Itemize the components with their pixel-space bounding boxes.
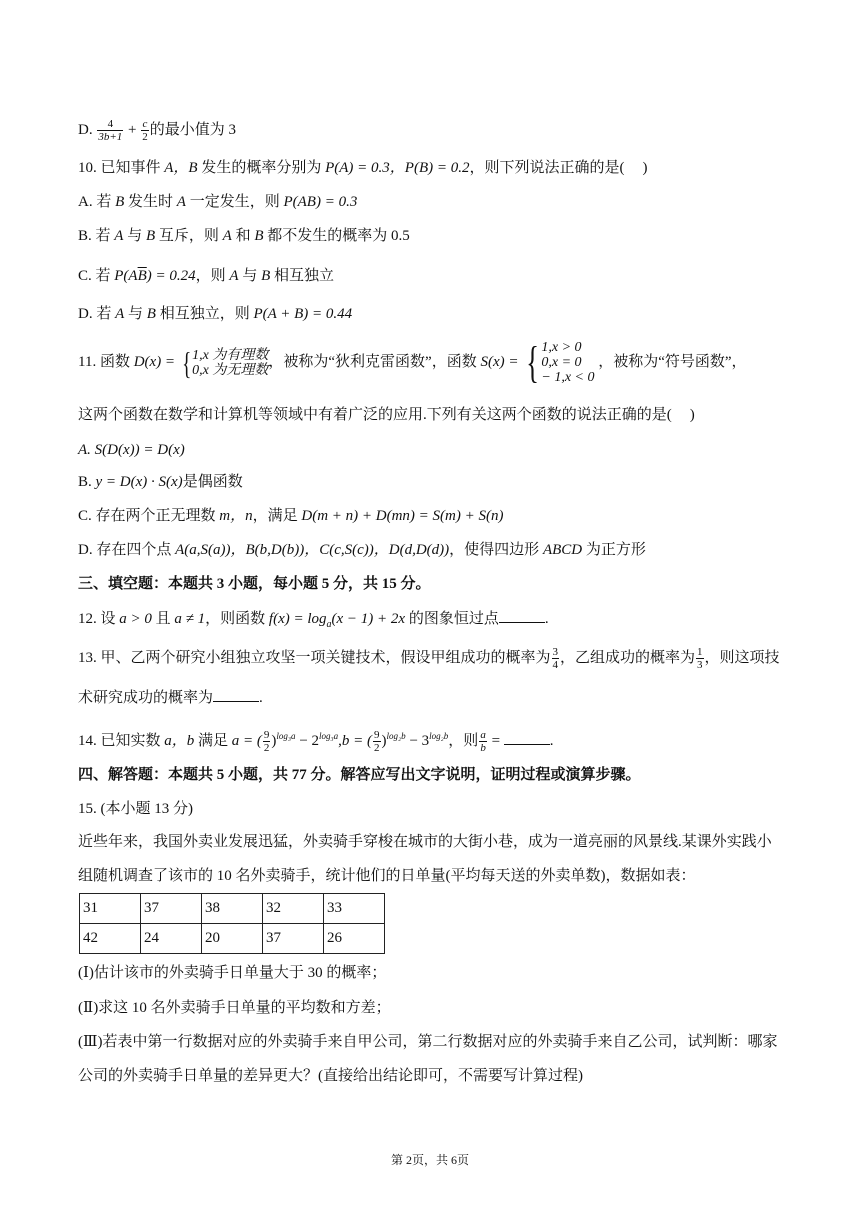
option-text: A. 若 [78,194,116,210]
numerator: 3 [552,646,559,658]
option-label: D. [78,121,93,138]
table-row [80,924,385,954]
option-text: B. 若 [78,228,115,244]
page-footer: 第 2页，共 6页 [390,1153,469,1167]
option-math: B [146,306,156,322]
option-math: B [115,194,125,210]
numerator: c [142,118,148,130]
stem-text: ，被称为“符号函数”， [598,354,747,370]
stem-text: 13. 甲、乙两个研究小组独立攻坚一项关键技术，假设甲组成功的概率为 [78,649,551,666]
option-text: 为正方形 [582,542,646,558]
question-11-option-b: B. y = D(x) · S(x)是偶函数 [78,474,243,490]
stem-math: b = ( [341,733,373,749]
option-text: D. 若 [78,306,116,322]
stem-math: D(x) = [133,354,176,370]
table-cell: 32 [263,894,324,924]
option-math: A [222,228,232,244]
stem-text: ，则函数 [205,611,269,627]
table-cell: 26 [324,924,385,954]
section-heading-fill-in: 三、填空题：本题共 3 小题，每小题 5 分，共 15 分。 [78,576,431,592]
answer-blank[interactable] [504,730,550,745]
option-math: y = D(x) · S(x) [95,474,183,490]
stem-text: ，则下列说法正确的是( [469,160,625,176]
case-line: 1,x > 0 [541,340,582,356]
option-text: ，则 [195,268,230,284]
option-text: ，满足 [252,508,302,524]
case-line: 0,x 为无理数 [192,362,269,378]
option-text: 的最小值为 3 [149,121,237,138]
question-15-part-iii-line1: (Ⅲ)若表中第一行数据对应的外卖骑手来自甲公司，第二行数据对应的外卖骑手来自乙公司，试判断：哪家 [78,1034,778,1050]
dirichlet-cases [192,348,268,378]
stem-text: 14. 已知实数 [78,733,165,749]
section-heading-solve: 四、解答题：本题共 5 小题，共 77 分。解答应写出文字说明，证明过程或演算步骤。 [78,767,641,783]
complement-b: $\overline{B}$ [137,268,147,284]
question-11-stem [78,337,790,388]
numerator: 9 [263,729,270,742]
plus-sign: + [128,121,137,138]
option-text: 发生时 [124,194,177,210]
stem-text: . [259,690,263,706]
stem-text: 的图象恒过点 [405,611,499,627]
question-11-option-c [78,506,790,526]
question-10-option-a [78,192,790,212]
option-text: D. 存在四个点 [78,542,176,558]
option-text: 相互独立 [270,268,335,284]
stem-text: ，则这项技 [704,649,780,666]
stem-text: 发生的概率分别为 [201,160,322,176]
data-table [79,893,385,954]
question-14 [78,726,790,754]
stem-text: 且 [151,611,175,627]
left-brace: { [181,344,192,381]
denominator: 4 [552,659,559,671]
stem-math: f(x) = log [268,611,327,627]
option-math: A [176,194,186,210]
fraction [97,118,123,143]
question-10-stem [78,158,790,178]
denominator: 2 [263,742,270,755]
option-text: C. 若 [78,268,115,284]
option-text: 是偶函数 [182,474,243,490]
option-math: ) = 0.24 [146,268,196,284]
answer-blank[interactable] [499,608,545,623]
question-15-part-ii: (Ⅱ)求这 10 名外卖骑手日单量的平均数和方差； [78,1000,391,1016]
stem-text: ，则 [448,733,479,749]
table-cell: 38 [202,894,263,924]
option-text: 互斥，则 [155,228,223,244]
table-row [80,894,385,924]
question-11-option-d [78,540,790,560]
stem-text: , [338,733,342,749]
question-15-title: 15. (本小题 13 分) [78,801,193,817]
stem-text: . [549,733,554,749]
option-text: 相互独立，则 [155,306,254,322]
stem-math: P(A) = 0.3，P(B) = 0.2 [325,160,470,176]
numerator: 9 [374,729,380,742]
stem-math: a ≠ 1 [174,611,206,627]
stem-math: A，B [164,160,198,176]
numerator: 4 [97,118,123,131]
question-10-option-b [78,226,790,246]
fraction [263,729,271,754]
table-cell: 31 [80,894,141,924]
option-text: 与 [123,228,146,244]
table-cell: 20 [202,924,263,954]
stem-math: ) [271,733,277,749]
option-math: P(AB) = 0.3 [283,194,358,210]
stem-text: ，被称为“狄利克雷函数”，函数 [268,354,481,370]
table-cell: 33 [324,894,385,924]
option-math: m，n [219,508,253,524]
question-15-paragraph-1: 近些年来，我国外卖业发展迅猛，外卖骑手穿梭在城市的大街小巷，成为一道亮丽的风景线.某课外实践小 [78,834,772,850]
option-text: 与 [238,268,262,284]
numerator: 1 [697,646,703,658]
stem-math: (x − 1) + 2x [331,611,406,627]
fraction [479,729,487,754]
stem-text: 满足 [194,733,232,749]
option-math: P(A [114,268,138,284]
option-math: B [254,228,264,244]
case-line: 1,x 为有理数 [192,347,269,363]
stem-text: 12. 设 [78,611,120,627]
question-13-line1 [78,646,790,671]
denominator: 2 [374,742,380,755]
option-math: D(m + n) + D(mn) = S(m) + S(n) [301,508,504,524]
table-cell: 37 [141,894,202,924]
denominator: 3 [697,659,703,671]
question-11-stem-line2 [78,405,790,425]
table-cell: 42 [80,924,141,954]
answer-blank[interactable] [213,687,259,702]
question-11-option-a: A. S(D(x)) = D(x) [78,442,185,458]
option-math: A [115,306,125,322]
option-text: ，使得四边形 [449,542,543,558]
stem-text: 11. 函数 [78,354,134,370]
option-math: A [229,268,239,284]
fraction [552,646,560,671]
case-line: − 1,x < 0 [541,370,595,386]
left-brace: { [526,337,540,387]
exponent: log₂b [429,731,449,741]
option-text: 都不发生的概率为 0.5 [263,228,410,244]
option-math: B [261,268,271,284]
stem-text: 10. 已知事件 [78,160,161,176]
answer-paren: ) [689,407,695,423]
question-12 [78,608,790,635]
q9-option-d [78,118,790,143]
stem-text: . [544,611,549,627]
option-text: 与 [124,306,147,322]
stem-math: a = ( [231,733,262,749]
option-text: 一定发生，则 [185,194,284,210]
stem-math: − 3 [405,733,430,749]
denominator: 2 [142,131,148,143]
stem-text: 这两个函数在数学和计算机等领域中有着广泛的应用.下列有关这两个函数的说法正确的是( [78,407,672,423]
stem-text: ，乙组成功的概率为 [560,649,696,666]
stem-math: − 2 [295,733,320,749]
numerator: a [480,729,486,742]
option-text: C. 存在两个正无理数 [78,508,220,524]
question-15-part-i: (Ⅰ)估计该市的外卖骑手日单量大于 30 的概率； [78,965,387,981]
stem-math: S(x) = [480,354,519,370]
option-math: ABCD [542,542,583,558]
denominator: b [480,742,486,755]
case-line: 0,x = 0 [541,355,582,371]
question-10-option-c [78,266,790,286]
sign-cases [541,340,594,385]
question-15-part-iii-line2: 公司的外卖骑手日单量的差异更大？(直接给出结论即可，不需要写计算过程) [78,1068,583,1084]
exponent: log₃a [319,731,339,741]
fraction [141,118,149,143]
exponent: log₂b [386,731,406,741]
question-10-option-d [78,304,790,324]
option-math: A [114,228,124,244]
stem-math: a，b [164,733,195,749]
stem-math: a > 0 [119,611,152,627]
option-text: 和 [231,228,255,244]
fraction [696,646,704,671]
answer-paren: ) [642,160,648,176]
option-math: A(a,S(a))，B(b,D(b))，C(c,S(c))，D(d,D(d)) [175,542,450,558]
stem-text: 术研究成功的概率为 [78,690,214,706]
question-13-line2 [78,687,790,708]
option-math: B [145,228,156,244]
log-base: a [326,619,332,630]
question-15-paragraph-2: 组随机调查了该市的 10 名外卖骑手，统计他们的日单量(平均每天送的外卖单数)，数据如表： [78,868,696,884]
stem-math: ) [381,733,387,749]
table-cell: 24 [141,924,202,954]
table-cell: 37 [263,924,324,954]
option-math: P(A + B) = 0.44 [253,306,353,322]
stem-math: = [487,733,504,749]
denominator: 3b+1 [98,131,123,143]
exponent: log₃a [276,731,296,741]
fraction [373,729,381,754]
